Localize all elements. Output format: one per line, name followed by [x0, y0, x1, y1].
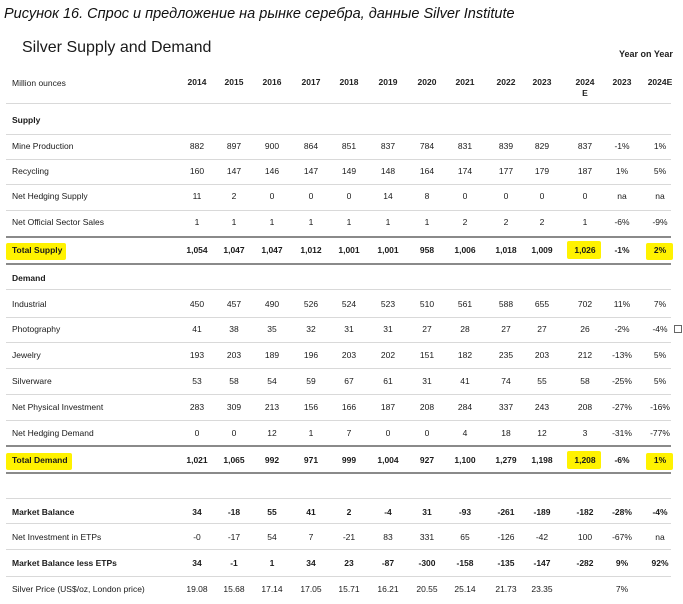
table-cell: 0	[503, 191, 509, 201]
table-cell: 23.35	[531, 584, 553, 594]
table-cell: 174	[457, 166, 473, 176]
table-cell: 0	[346, 191, 352, 201]
row-divider	[6, 576, 671, 577]
table-cell: 34	[192, 507, 202, 517]
table-cell: -147	[533, 558, 551, 568]
table-cell: 59	[306, 376, 316, 386]
table-cell: -2%	[614, 324, 630, 334]
table-cell: 187	[577, 166, 593, 176]
table-cell: -9%	[652, 217, 668, 227]
table-cell: 0	[269, 191, 275, 201]
row-divider	[6, 289, 671, 290]
table-cell: -77%	[650, 428, 670, 438]
table-cell: 21.73	[495, 584, 517, 594]
row-label: Recycling	[12, 166, 49, 176]
table-cell: 1,018	[495, 245, 517, 255]
table-cell: 882	[189, 141, 205, 151]
table-cell: 35	[267, 324, 277, 334]
table-cell: 17.14	[261, 584, 283, 594]
year-on-year-label: Year on Year	[619, 49, 673, 59]
table-cell: 31	[422, 376, 432, 386]
table-cell: 2	[503, 217, 509, 227]
table-cell: 655	[534, 299, 550, 309]
section-supply: Supply	[12, 115, 41, 125]
table-cell: 0	[308, 191, 314, 201]
year-header: 2019	[378, 77, 398, 87]
table-cell: 999	[341, 455, 357, 465]
table-cell: 156	[303, 402, 319, 412]
row-divider	[6, 523, 671, 524]
year-header: 2023	[532, 77, 552, 87]
table-cell: 588	[498, 299, 514, 309]
table-cell: 1,054	[186, 245, 208, 255]
table-cell: 992	[264, 455, 280, 465]
table-cell: -135	[497, 558, 515, 568]
table-cell: 164	[419, 166, 435, 176]
table-cell: 208	[419, 402, 435, 412]
row-divider	[6, 317, 671, 318]
table-cell: 177	[498, 166, 514, 176]
table-cell: 208	[577, 402, 593, 412]
table-cell: 897	[226, 141, 242, 151]
table-cell: 100	[577, 532, 593, 542]
section-demand: Demand	[12, 273, 46, 283]
table-row	[0, 372, 683, 392]
table-cell: 4	[462, 428, 468, 438]
table-cell: 58	[229, 376, 239, 386]
table-cell: 146	[264, 166, 280, 176]
row-divider	[6, 342, 671, 343]
table-cell: 67	[344, 376, 354, 386]
header-label: Million ounces	[12, 78, 66, 88]
table-cell: 54	[267, 532, 277, 542]
table-cell: 182	[457, 350, 473, 360]
table-cell: -282	[576, 558, 594, 568]
table-row	[0, 398, 683, 418]
table-cell: 900	[264, 141, 280, 151]
table-cell: 1,001	[338, 245, 360, 255]
year-header: 2021	[455, 77, 475, 87]
table-cell: 38	[229, 324, 239, 334]
table-row	[0, 528, 683, 548]
table-row	[0, 424, 683, 444]
table-row	[0, 451, 683, 471]
table-cell: 203	[534, 350, 550, 360]
table-cell: 16.21	[377, 584, 399, 594]
table-cell: -300	[418, 558, 436, 568]
table-cell: 11%	[613, 299, 631, 309]
table-cell: 32	[306, 324, 316, 334]
table-cell: 0	[582, 191, 588, 201]
table-cell: 61	[383, 376, 393, 386]
table-cell: 196	[303, 350, 319, 360]
table-cell: 243	[534, 402, 550, 412]
row-divider	[6, 103, 671, 104]
table-cell: 7%	[653, 299, 667, 309]
table-cell: 27	[537, 324, 547, 334]
table-cell: 15.71	[338, 584, 360, 594]
row-divider	[6, 498, 671, 499]
table-cell: 83	[383, 532, 393, 542]
table-cell: 235	[498, 350, 514, 360]
table-cell: 151	[419, 350, 435, 360]
table-cell: -126	[497, 532, 515, 542]
table-cell: 457	[226, 299, 242, 309]
table-cell: -6%	[614, 217, 630, 227]
table-cell: 864	[303, 141, 319, 151]
table-row	[0, 295, 683, 315]
table-cell: 74	[501, 376, 511, 386]
table-cell: 0	[539, 191, 545, 201]
table-cell: 1	[308, 217, 314, 227]
table-cell: 0	[462, 191, 468, 201]
table-cell: 1	[269, 558, 275, 568]
total-divider	[6, 236, 671, 238]
table-cell: 34	[306, 558, 316, 568]
table-cell: 1,047	[223, 245, 245, 255]
table-cell: 2	[539, 217, 545, 227]
table-cell: 31	[344, 324, 354, 334]
table-row	[0, 162, 683, 182]
row-label: Market Balance	[12, 507, 75, 517]
table-cell: 561	[457, 299, 473, 309]
table-cell: 5%	[653, 166, 667, 176]
table-cell: 92%	[651, 558, 669, 568]
table-cell: 53	[192, 376, 202, 386]
table-cell: 187	[380, 402, 396, 412]
table-cell: 160	[189, 166, 205, 176]
total-divider	[6, 263, 671, 265]
year-header: 2023	[612, 77, 632, 87]
row-label: Total Supply	[12, 245, 63, 255]
table-cell: 5%	[653, 350, 667, 360]
table-cell: -13%	[612, 350, 632, 360]
table-row	[0, 187, 683, 207]
table-cell: 166	[341, 402, 357, 412]
table-cell: 0	[385, 428, 391, 438]
table-cell: 829	[534, 141, 550, 151]
row-label: Total Demand	[12, 455, 68, 465]
row-label: Net Hedging Demand	[12, 428, 94, 438]
table-cell: 41	[306, 507, 316, 517]
table-cell: 12	[267, 428, 277, 438]
year-header: 2018	[339, 77, 359, 87]
table-cell: 55	[267, 507, 277, 517]
table-cell: 1,009	[531, 245, 553, 255]
table-cell: 831	[457, 141, 473, 151]
table-cell: -4	[384, 507, 392, 517]
figure-caption: Рисунок 16. Спрос и предложение на рынке серебра, данные Silver Institute	[4, 6, 515, 22]
table-cell: 1%	[653, 455, 667, 465]
table-cell: 1,279	[495, 455, 517, 465]
table-cell: 839	[498, 141, 514, 151]
table-cell: 2	[231, 191, 237, 201]
table-cell: 179	[534, 166, 550, 176]
table-cell: 25.14	[454, 584, 476, 594]
table-cell: 784	[419, 141, 435, 151]
table-cell: 1	[385, 217, 391, 227]
table-cell: 55	[537, 376, 547, 386]
table-cell: 58	[580, 376, 590, 386]
table-row	[0, 554, 683, 574]
year-header: 2022	[496, 77, 516, 87]
table-cell: 1,208	[574, 455, 596, 465]
table-row	[0, 503, 683, 523]
table-title: Silver Supply and Demand	[22, 39, 212, 56]
table-cell: 8	[424, 191, 430, 201]
table-cell: 28	[460, 324, 470, 334]
table-cell: -182	[576, 507, 594, 517]
table-cell: 7%	[615, 584, 629, 594]
row-label: Market Balance less ETPs	[12, 558, 117, 568]
table-row	[0, 346, 683, 366]
table-cell: 1,006	[454, 245, 476, 255]
table-cell: 7	[308, 532, 314, 542]
table-cell: 27	[422, 324, 432, 334]
table-cell: 19.08	[186, 584, 208, 594]
table-cell: 450	[189, 299, 205, 309]
table-cell: -189	[533, 507, 551, 517]
table-cell: 18	[501, 428, 511, 438]
row-divider	[6, 159, 671, 160]
table-cell: -261	[497, 507, 515, 517]
table-cell: 65	[460, 532, 470, 542]
row-label: Jewelry	[12, 350, 41, 360]
table-cell: 54	[267, 376, 277, 386]
table-cell: 1,026	[574, 245, 596, 255]
table-cell: 490	[264, 299, 280, 309]
table-cell: 1,198	[531, 455, 553, 465]
table-cell: 7	[346, 428, 352, 438]
table-cell: 27	[501, 324, 511, 334]
row-divider	[6, 134, 671, 135]
year-header: 2016	[262, 77, 282, 87]
table-cell: 15.68	[223, 584, 245, 594]
table-row	[0, 137, 683, 157]
table-cell: 148	[380, 166, 396, 176]
table-cell: 1	[231, 217, 237, 227]
table-row	[0, 241, 683, 261]
year-header: 2020	[417, 77, 437, 87]
table-cell: 26	[580, 324, 590, 334]
row-divider	[6, 394, 671, 395]
table-cell: 1	[308, 428, 314, 438]
table-cell: 1%	[615, 166, 629, 176]
table-cell: 523	[380, 299, 396, 309]
table-cell: -1%	[614, 141, 630, 151]
row-divider	[6, 368, 671, 369]
table-cell: 526	[303, 299, 319, 309]
table-cell: 203	[341, 350, 357, 360]
year-header: 2014	[187, 77, 207, 87]
table-cell: 837	[577, 141, 593, 151]
table-cell: 3	[582, 428, 588, 438]
table-cell: -1	[230, 558, 238, 568]
table-cell: 0	[231, 428, 237, 438]
row-label: Net Hedging Supply	[12, 191, 88, 201]
table-cell: -27%	[612, 402, 632, 412]
year-header: 2017	[301, 77, 321, 87]
table-cell: 9%	[615, 558, 629, 568]
year-header: 2024E	[647, 77, 673, 87]
table-cell: -42	[535, 532, 549, 542]
table-row	[0, 580, 683, 600]
table-cell: 0	[424, 428, 430, 438]
checkbox-icon	[674, 325, 682, 333]
table-cell: -21	[342, 532, 356, 542]
table-cell: 284	[457, 402, 473, 412]
table-cell: -93	[458, 507, 472, 517]
table-cell: 213	[264, 402, 280, 412]
table-cell: -6%	[614, 455, 630, 465]
table-cell: 17.05	[300, 584, 322, 594]
table-cell: 1,004	[377, 455, 399, 465]
row-divider	[6, 549, 671, 550]
table-cell: 14	[383, 191, 393, 201]
table-cell: 12	[537, 428, 547, 438]
table-cell: 1,065	[223, 455, 245, 465]
row-label: Industrial	[12, 299, 47, 309]
table-cell: 1,001	[377, 245, 399, 255]
table-cell: 837	[380, 141, 396, 151]
table-cell: 1	[194, 217, 200, 227]
table-cell: -67%	[612, 532, 632, 542]
table-cell: -25%	[612, 376, 632, 386]
table-cell: 283	[189, 402, 205, 412]
row-label: Net Investment in ETPs	[12, 532, 102, 542]
table-cell: 193	[189, 350, 205, 360]
table-cell: 189	[264, 350, 280, 360]
table-cell: -1%	[614, 245, 630, 255]
table-cell: 147	[226, 166, 242, 176]
table-cell: 1	[346, 217, 352, 227]
table-row	[0, 320, 683, 340]
table-cell: 202	[380, 350, 396, 360]
row-label: Silverware	[12, 376, 52, 386]
table-cell: 0	[194, 428, 200, 438]
table-cell: 309	[226, 402, 242, 412]
table-cell: 149	[341, 166, 357, 176]
table-cell: 11	[192, 191, 202, 201]
table-cell: -158	[456, 558, 474, 568]
table-cell: -87	[381, 558, 395, 568]
table-cell: -4%	[652, 324, 668, 334]
table-cell: 1,012	[300, 245, 322, 255]
table-cell: 2%	[653, 245, 667, 255]
table-cell: 41	[192, 324, 202, 334]
table-cell: 1	[424, 217, 430, 227]
table-cell: 1%	[653, 141, 667, 151]
table-cell: 927	[419, 455, 435, 465]
year-header: 2024 E	[567, 77, 603, 98]
table-cell: 31	[422, 507, 432, 517]
row-divider	[6, 420, 671, 421]
table-cell: -18	[227, 507, 241, 517]
table-cell: 203	[226, 350, 242, 360]
table-cell: na	[655, 532, 665, 542]
table-cell: na	[655, 191, 665, 201]
row-label: Net Official Sector Sales	[12, 217, 104, 227]
table-cell: 2	[346, 507, 352, 517]
table-cell: 1,021	[186, 455, 208, 465]
table-cell: 34	[192, 558, 202, 568]
table-cell: 1	[582, 217, 588, 227]
table-cell: 1,100	[454, 455, 476, 465]
table-cell: 958	[419, 245, 435, 255]
table-cell: na	[617, 191, 627, 201]
row-label: Silver Price (US$/oz, London price)	[12, 584, 145, 594]
table-cell: 31	[383, 324, 393, 334]
row-label: Photography	[12, 324, 61, 334]
table-cell: -28%	[612, 507, 632, 517]
table-cell: 331	[419, 532, 435, 542]
table-cell: 147	[303, 166, 319, 176]
year-header: 2015	[224, 77, 244, 87]
row-divider	[6, 210, 671, 211]
table-cell: 23	[344, 558, 354, 568]
row-label: Mine Production	[12, 141, 74, 151]
table-cell: 41	[460, 376, 470, 386]
estimate-suffix: E	[582, 88, 588, 98]
table-cell: -0	[193, 532, 201, 542]
table-cell: 1	[269, 217, 275, 227]
total-divider	[6, 472, 671, 474]
table-cell: 2	[462, 217, 468, 227]
row-label: Net Physical Investment	[12, 402, 104, 412]
table-cell: 5%	[653, 376, 667, 386]
table-cell: -17	[227, 532, 241, 542]
table-cell: 20.55	[416, 584, 438, 594]
table-cell: -16%	[650, 402, 670, 412]
table-cell: 510	[419, 299, 435, 309]
table-cell: 337	[498, 402, 514, 412]
table-cell: 971	[303, 455, 319, 465]
table-cell: 851	[341, 141, 357, 151]
table-cell: 702	[577, 299, 593, 309]
total-divider	[6, 445, 671, 447]
table-cell: -31%	[612, 428, 632, 438]
row-divider	[6, 184, 671, 185]
table-cell: 524	[341, 299, 357, 309]
table-row	[0, 213, 683, 233]
table-cell: -4%	[652, 507, 668, 517]
table-cell: 212	[577, 350, 593, 360]
table-cell: 1,047	[261, 245, 283, 255]
